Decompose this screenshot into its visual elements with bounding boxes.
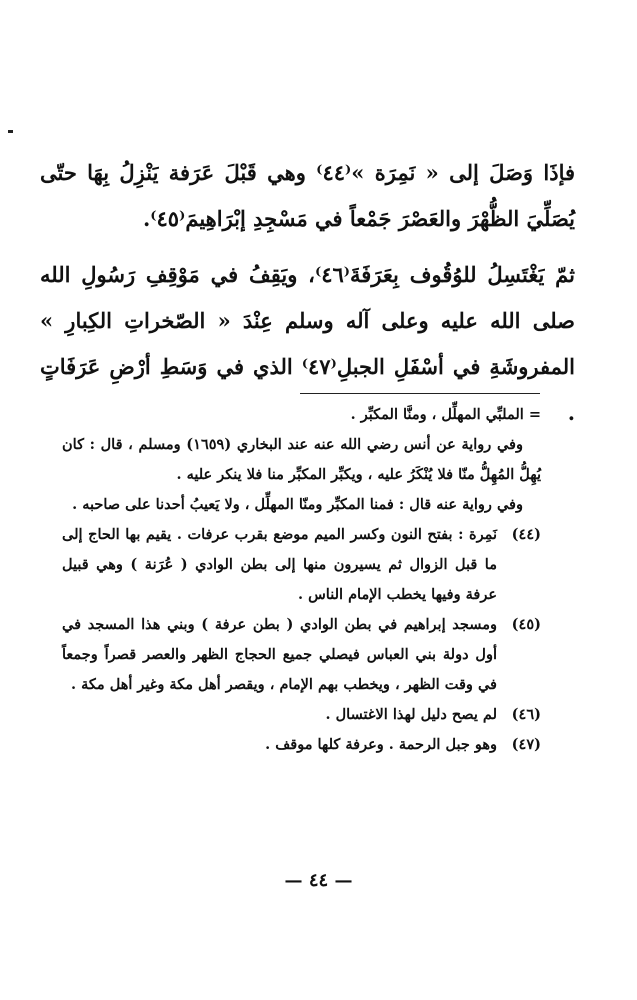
footnote-separator — [300, 393, 540, 394]
margin-mark — [8, 130, 13, 133]
footnote-intro-line: = الملبِّي المهلِّل ، ومنَّا المكبِّر . — [350, 406, 541, 423]
footnote-number: (٤٦) — [511, 706, 541, 723]
footnote-number: (٤٥) — [511, 616, 541, 633]
footnote-intro-line: وفي رواية عن أنس رضي الله عنه عند البخاري (١٦٥٩) ومسلم ، قال : كان يُهِلُّ المُهِلُّ منّا فلا يُنْكَرُ عليه ، ويكبِّر المكبِّر منا فلا ينكر عليه . — [62, 436, 541, 483]
footnote-text: نَمِرة : بفتح النون وكسر الميم موضع بقرب عرفات . يقيم بها الحاج إلى ما قبل الزوال ثم يسيرون منها إلى بطن الوادي ( عُرَنة ) وهي قبيل عرفة وفيها يخطب الإمام الناس . — [62, 526, 497, 603]
footnote-number: (٤٧) — [511, 736, 541, 753]
footnote-text: لم يصح دليل لهذا الاغتسال . — [325, 706, 497, 723]
footnote-number: (٤٤) — [511, 526, 541, 543]
footnote-46 — [62, 700, 541, 730]
footnote-text: وهو جبل الرحمة . وعرفة كلها موقف . — [265, 736, 497, 753]
main-paragraph-1: فإذَا وَصَلَ إلى « نَمِرَة »⁽٤٤⁾ وهي قَبْلَ عَرَفة يَنْزِلُ بِهَا حتّى يُصَلِّيَ الظُّهْرَ والعَصْرَ جَمْعاً في مَسْجِدِ إبْرَاهِيمَ⁽٤٥⁾. — [40, 160, 575, 231]
footnotes — [62, 400, 541, 760]
footnote-44 — [62, 520, 541, 610]
footnote-text: ومسجد إبراهيم في بطن الوادي ( بطن عرفة ) وبني هذا المسجد في أول دولة بني العباس فيصلي جميع الحجاج الظهر والعصر قصراً وجمعاً في وقت الظهر ، ويخطب بهم الإمام ، ويقصر أهل مكة وغير أهل مكة . — [62, 616, 497, 693]
footnote-47 — [62, 730, 541, 760]
footnote-continuation — [62, 400, 541, 520]
footnote-intro-line: وفي رواية عنه قال : فمنا المكبِّر ومنّا المهلِّل ، ولا يَعيبُ أحدنا على صاحبه . — [72, 496, 523, 513]
footnote-45 — [62, 610, 541, 700]
page-number: — ٤٤ — — [284, 870, 353, 891]
main-paragraph-2: ثمّ يَغْتَسِلُ للوُقُوف بِعَرَفَةَ⁽٤٦⁾، ويَقِفُ في مَوْقِفِ رَسُولِ الله صلى الله عليه وعلى آله وسلم عِنْدَ « الصّخراتِ الكِبارِ » المفروشَةِ في أسْفَلِ الجبلِ⁽٤٧⁾ الذي في وَسَطِ أرْضِ عَرَفَاتٍ . — [40, 262, 576, 425]
